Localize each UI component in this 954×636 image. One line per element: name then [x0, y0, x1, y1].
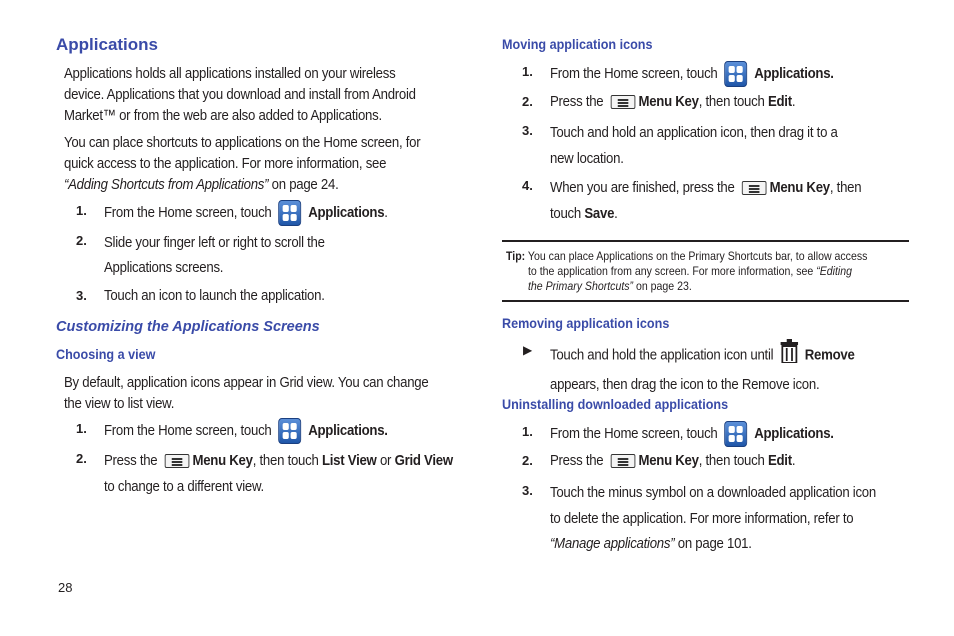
- step-number: 2.: [522, 453, 533, 468]
- text-line: You can place shortcuts to applications on the Home screen, for: [64, 134, 421, 151]
- text-line: [64, 174, 420, 195]
- section-title: Applications: [56, 35, 159, 54]
- step-text-or: or: [376, 452, 395, 469]
- text-line: appears, then drag the icon to the Remove icon.: [550, 376, 820, 393]
- step-bold: Applications.: [754, 424, 834, 442]
- bullet-arrow-icon: ▶: [523, 343, 533, 357]
- text-line: Touch and hold an application icon, then drag it to a: [550, 124, 838, 141]
- step-bold: Applications.: [754, 64, 834, 82]
- step-post: .: [614, 205, 618, 222]
- step-text-mid: , then touch: [698, 93, 768, 110]
- step-text-mid: , then touch: [698, 452, 768, 469]
- bullet-text-pre: Touch and hold the application icon until: [550, 346, 774, 364]
- step-text: [550, 120, 838, 172]
- step-text-pre: When you are finished, press the: [550, 179, 735, 196]
- menu-key-label: Menu Key: [192, 452, 253, 469]
- step-text-pre: Press the: [104, 452, 158, 469]
- step-number: 4.: [522, 178, 533, 193]
- moving-icons-heading: Moving application icons: [502, 36, 653, 52]
- step-number: 1.: [522, 64, 533, 79]
- menu-key-icon: [610, 454, 635, 468]
- step-post: .: [791, 93, 796, 110]
- choosing-paragraph: [64, 372, 428, 414]
- edit-option: Edit: [767, 93, 792, 110]
- text-line: quick access to the application. For more information, see: [64, 155, 387, 172]
- step-number: 3.: [522, 123, 533, 138]
- text-line: device. Applications that you download and install from Android: [64, 86, 416, 103]
- text-line: the view to list view.: [64, 395, 175, 412]
- applications-icon: [724, 421, 747, 447]
- page-ref: on page 101.: [674, 535, 752, 552]
- menu-key-label: Menu Key: [769, 179, 830, 196]
- tip-label: Tip:: [506, 249, 526, 263]
- step-bold: Applications.: [308, 421, 388, 439]
- text-line: Applications holds all applications installed on your wireless: [64, 65, 396, 82]
- text-line: [506, 279, 867, 294]
- list-view-option: List View: [321, 452, 377, 469]
- step-text-pre: From the Home screen, touch: [104, 421, 272, 439]
- step-text: [550, 61, 834, 87]
- remove-label: Remove: [804, 346, 855, 364]
- step-text: [104, 418, 388, 444]
- step-number: 2.: [522, 94, 533, 109]
- grid-view-option: Grid View: [394, 452, 453, 469]
- choosing-view-heading: Choosing a view: [56, 346, 156, 362]
- page-ref: on page 24.: [268, 176, 339, 193]
- step-post: .: [791, 452, 796, 469]
- tip-text: You can place Applications on the Primary Shortcuts bar, to allow access: [525, 249, 868, 263]
- text-line: [550, 201, 861, 227]
- edit-option: Edit: [767, 452, 792, 469]
- menu-key-label: Menu Key: [638, 452, 699, 469]
- text-line: [506, 264, 867, 279]
- step-text: [104, 230, 325, 280]
- step-text: [550, 450, 795, 471]
- step-number: 1.: [76, 203, 87, 218]
- cross-reference-link[interactable]: “Manage applications”: [550, 535, 675, 552]
- intro-paragraph-2: [64, 132, 420, 195]
- step-text: [104, 448, 453, 500]
- text-line: [550, 175, 861, 201]
- menu-key-icon: [741, 181, 766, 195]
- step-number: 1.: [522, 424, 533, 439]
- tip-text: to the application from any screen. For more information, see: [528, 264, 817, 278]
- step-text-pre: touch: [550, 205, 585, 222]
- cross-reference-link[interactable]: “Adding Shortcuts from Applications”: [64, 176, 269, 193]
- text-line: Slide your finger left or right to scroll the: [104, 234, 325, 251]
- menu-key-icon: [610, 95, 635, 109]
- page-number: 28: [58, 580, 73, 595]
- step-number: 2.: [76, 233, 87, 248]
- tip-box: [506, 249, 867, 294]
- step-text-pre: From the Home screen, touch: [550, 64, 718, 82]
- text-line: [550, 531, 876, 557]
- tip-bottom-rule: [502, 300, 909, 302]
- step-text-pre: Press the: [550, 452, 604, 469]
- applications-icon: [724, 61, 747, 87]
- step-text: [550, 91, 795, 112]
- step-bold: Applications: [308, 203, 385, 221]
- step-text: Touch an icon to launch the application.: [104, 287, 325, 304]
- intro-paragraph-1: [64, 63, 416, 126]
- step-text: [550, 480, 876, 557]
- removing-icons-heading: Removing application icons: [502, 315, 670, 331]
- applications-icon: [278, 200, 301, 226]
- save-option: Save: [584, 205, 615, 222]
- text-line: to change to a different view.: [104, 478, 264, 495]
- text-line: Market™ or from the web are also added to Applications.: [64, 107, 382, 124]
- text-line: Applications screens.: [104, 259, 224, 276]
- bullet-text: [550, 339, 855, 398]
- uninstall-heading: Uninstalling downloaded applications: [502, 396, 729, 412]
- step-text-pre: From the Home screen, touch: [550, 424, 718, 442]
- text-line: By default, application icons appear in Grid view. You can change: [64, 374, 429, 391]
- text-line: [550, 339, 855, 372]
- step-number: 1.: [76, 421, 87, 436]
- step-post: .: [384, 203, 388, 221]
- step-text-pre: From the Home screen, touch: [104, 203, 272, 221]
- step-number: 3.: [76, 288, 87, 303]
- menu-key-icon: [164, 454, 189, 468]
- menu-key-label: Menu Key: [638, 93, 699, 110]
- step-text: [550, 421, 834, 447]
- trash-icon: [780, 339, 798, 372]
- subheading: Customizing the Applications Screens: [56, 319, 320, 335]
- tip-top-rule: [502, 240, 909, 242]
- step-number: 3.: [522, 483, 533, 498]
- text-line: Touch the minus symbol on a downloaded application icon: [550, 484, 876, 501]
- text-line: to delete the application. For more information, refer to: [550, 509, 854, 527]
- step-number: 2.: [76, 451, 87, 466]
- cross-reference-link[interactable]: the Primary Shortcuts”: [528, 279, 634, 293]
- text-line: [506, 249, 867, 264]
- text-line: [104, 448, 453, 474]
- step-text-mid: , then touch: [252, 452, 322, 469]
- step-text: [104, 200, 388, 226]
- step-text-pre: Press the: [550, 93, 604, 110]
- step-text: [550, 175, 861, 227]
- cross-reference-link[interactable]: “Editing: [816, 264, 853, 278]
- page-ref: on page 23.: [633, 279, 692, 293]
- text-line: new location.: [550, 150, 624, 167]
- applications-icon: [278, 418, 301, 444]
- step-text-mid: , then: [829, 179, 862, 196]
